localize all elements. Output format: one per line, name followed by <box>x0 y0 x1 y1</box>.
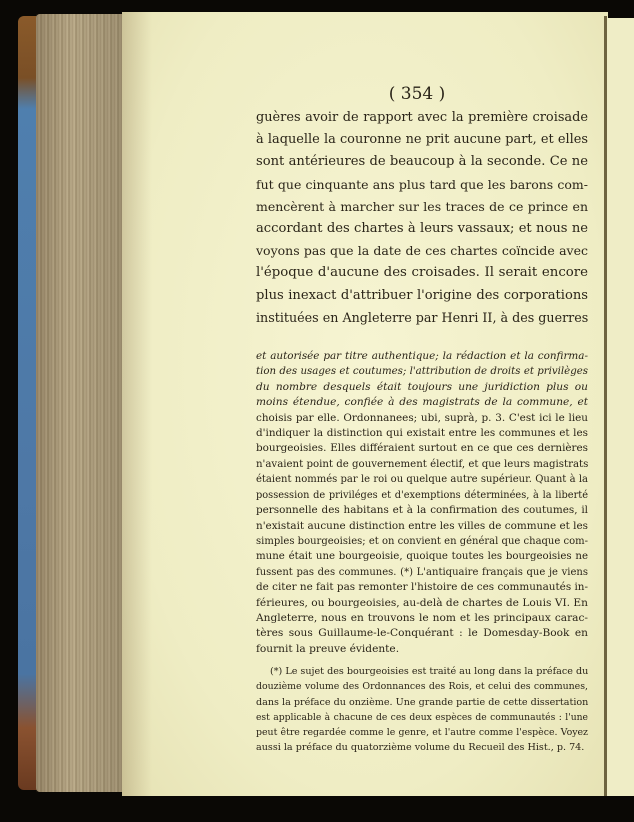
main-line: instituées en Angleterre par Henri II, à des guerres <box>256 309 589 325</box>
page-edges <box>36 14 124 792</box>
note-line: mune était une bourgeoisie, quoique toutes les bourgeoisies ne <box>256 551 588 563</box>
page-number: ( 354 ) <box>388 84 446 104</box>
note-line: tion des usages et coutumes; l'attribution de droits et privilèges <box>256 366 588 378</box>
page-shadow <box>122 12 152 796</box>
footnote-line: peut être regardée comme le genre, et l'autre comme l'espèce. Voyez <box>256 726 588 738</box>
footnote <box>256 664 588 755</box>
main-line: l'époque d'aucune des croisades. Il serait encore <box>256 265 588 281</box>
main-line: sont antérieures de beaucoup à la seconde. Ce ne <box>256 154 588 170</box>
note-line: fournit la preuve évidente. <box>256 642 400 655</box>
note-line: personnelle des habitans et à la confirmation des coutumes, il <box>256 504 588 517</box>
main-line: fut que cinquante ans plus tard que les barons com- <box>256 176 588 192</box>
note-line: n'existait aucune distinction entre les villes de commune et les <box>256 519 588 532</box>
note-line: Angleterre, nous en trouvons le nom et les principaux carac- <box>256 611 588 624</box>
note-text <box>256 349 588 657</box>
note-line: possession de priviléges et d'exemptions déterminées, à la liberté <box>256 489 588 501</box>
note-line: bourgeoisies. Elles différaient surtout en ce que ces dernières <box>256 442 588 455</box>
note-line: n'avaient point de gouvernement électif, et que leurs magistrats <box>256 458 589 470</box>
note-line: férieures, ou bourgeoisies, au-delà de chartes de Louis VI. En <box>256 596 588 609</box>
note-line: du nombre desquels était toujours une juridiction plus ou <box>256 380 588 393</box>
footnote-line: dans la préface du onzième. Une grande partie de cette dissertation <box>256 696 589 708</box>
main-line: accordant des chartes à leurs vassaux; et nous ne <box>256 221 588 237</box>
note-line: choisis par elle. Ordonnanees; ubi, suprà, p. 3. C'est ici le lieu <box>256 411 588 424</box>
main-line: voyons pas que la date de ces chartes coïncide avec <box>256 243 588 259</box>
main-line: plus inexact d'attribuer l'origine des corporations <box>256 287 588 303</box>
main-line: guères avoir de rapport avec la première croisade <box>256 110 588 125</box>
note-line: fussent pas des communes. (*) L'antiquaire français que je viens <box>256 566 588 578</box>
footnote-line: aussi la préface du quatorzième volume du Recueil des Hist., p. 74. <box>256 742 585 754</box>
note-line: moins étendue, confiée à des magistrats de la commune, et <box>256 396 588 409</box>
main-line: mencèrent à marcher sur les traces de ce prince en <box>256 198 588 214</box>
note-line: tères sous Guillaume-le-Conquérant : le Domesday-Book en <box>256 627 588 640</box>
main-line: à laquelle la couronne ne prit aucune part, et elles <box>256 132 588 148</box>
facing-page <box>607 18 634 796</box>
footnote-line: est applicable à chacune de ces deux espèces de communautés : l'une <box>256 711 588 723</box>
note-line: simples bourgeoisies; et on convient en général que chaque com- <box>256 535 588 547</box>
page-content <box>256 84 588 755</box>
footnote-line: douzième volume des Ordonnances des Rois, et celui des communes, <box>256 681 588 693</box>
note-line: d'indiquer la distinction qui existait entre les communes et les <box>256 427 588 440</box>
main-text <box>256 107 588 329</box>
note-line: et autorisée par titre authentique; la rédaction et la confirma- <box>256 350 588 363</box>
note-line: étaient nommés par le roi ou quelque autre supérieur. Quant à la <box>256 474 588 486</box>
footnote-line: (*) Le sujet des bourgeoisies est traité au long dans la préface du <box>270 666 589 678</box>
note-line: de citer ne fait pas remonter l'histoire de ces communautés in- <box>256 581 588 594</box>
